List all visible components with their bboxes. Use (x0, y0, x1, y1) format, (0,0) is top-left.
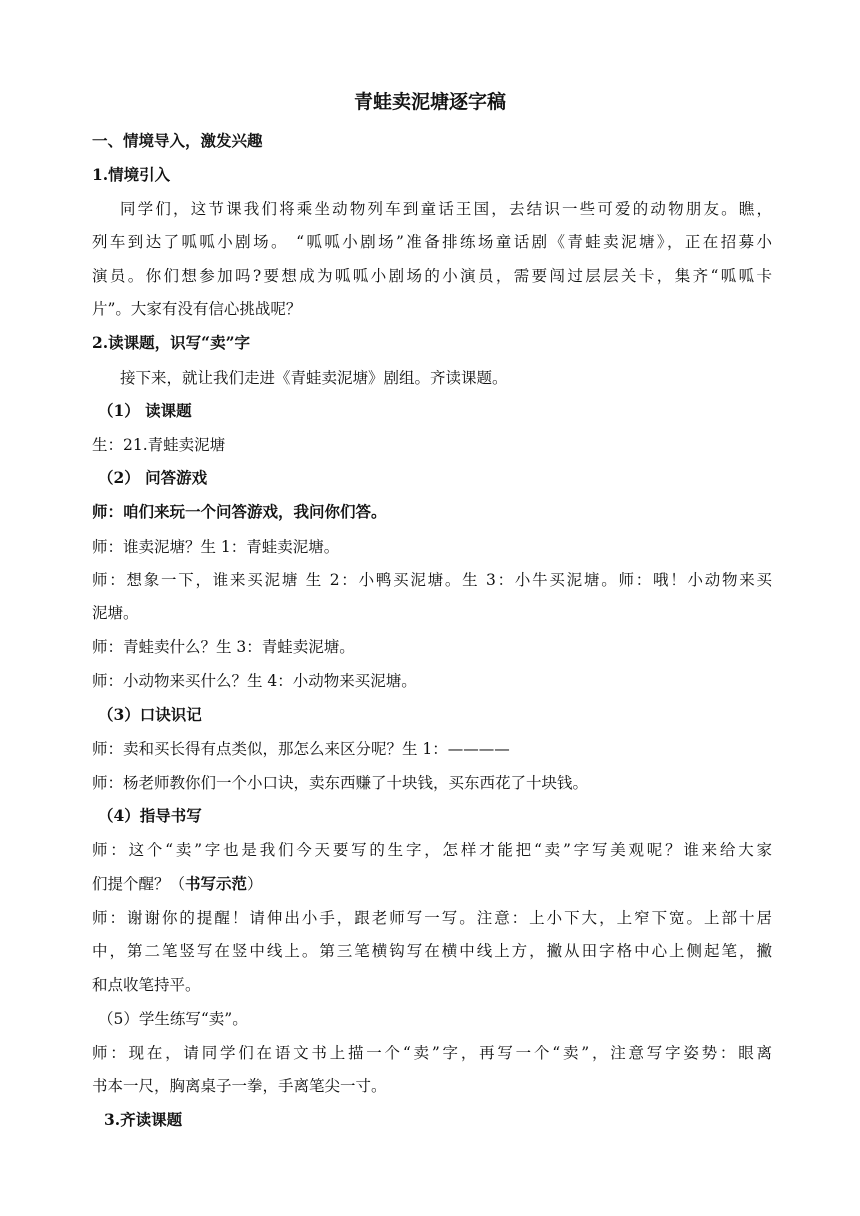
dialogue-line: 中，第二笔竖写在竖中线上。第三笔横钩写在横中线上方，撇从田字格中心上侧起笔，撇 (92, 942, 772, 960)
paragraph-line: 片”。大家有没有信心挑战呢？ (92, 300, 302, 318)
dialogue-line: 师：谢谢你的提醒！请伸出小手，跟老师写一写。注意：上小下大，上窄下宽。上部十居 (92, 909, 772, 927)
dialogue-line: 师：咱们来玩一个问答游戏，我问你们答。 (92, 502, 387, 521)
step-heading: （3）口诀识记 (98, 705, 202, 724)
step-heading: （1） 读课题 (98, 401, 192, 420)
document-title: 青蛙卖泥塘逐字稿 (353, 91, 506, 113)
subsection-heading: 2.读课题，识写“卖”字 (92, 333, 251, 352)
dialogue-line: 师：小动物来买什么？生 4：小动物来买泥塘。 (92, 672, 417, 690)
dialogue-line: 师：这个“卖”字也是我们今天要写的生字，怎样才能把“卖”字写美观呢？谁来给大家 (92, 841, 772, 859)
section-heading: 一、情境导入，激发兴趣 (92, 131, 263, 150)
subsection-heading: 1.情境引入 (92, 165, 171, 184)
dialogue-line: 书本一尺，胸离桌子一拳，手离笔尖一寸。 (92, 1077, 387, 1095)
paragraph-line: 列车到达了呱呱小剧场。 “呱呱小剧场”准备排练场童话剧《青蛙卖泥塘》，正在招募小 (92, 233, 772, 251)
step-heading: （4）指导书写 (98, 806, 202, 825)
dialogue-line: 师：杨老师教你们一个小口诀，卖东西赚了十块钱，买东西花了十块钱。 (92, 774, 589, 792)
dialogue-text: ） (247, 875, 263, 893)
dialogue-line: 师：谁卖泥塘？生 1：青蛙卖泥塘。 (92, 538, 340, 556)
step-heading: （2） 问答游戏 (98, 468, 208, 487)
writing-demo-note: 书写示范 (185, 874, 248, 893)
dialogue-line: 师：卖和买长得有点类似，那怎么来区分呢？生 1：———— (92, 740, 510, 758)
dialogue-line: 师：想象一下，谁来买泥塘 生 2：小鸭买泥塘。生 3：小牛买泥塘。师：哦！小动物来买 (92, 571, 772, 589)
dialogue-line: 师：现在，请同学们在语文书上描一个“卖”字，再写一个“卖”，注意写字姿势：眼离 (92, 1044, 772, 1062)
step-heading: （5）学生练写“卖”。 (98, 1010, 248, 1028)
subsection-heading: 3.齐读课题 (104, 1110, 183, 1129)
dialogue-line: 泥塘。 (92, 604, 139, 622)
paragraph-line: 演员。你们想参加吗?要想成为呱呱小剧场的小演员，需要闯过层层关卡，集齐“呱呱卡 (92, 267, 772, 285)
dialogue-line (92, 874, 772, 894)
dialogue-line: 师：青蛙卖什么？生 3：青蛙卖泥塘。 (92, 638, 355, 656)
paragraph-line: 同学们，这节课我们将乘坐动物列车到童话王国，去结识一些可爱的动物朋友。瞧， (120, 200, 772, 218)
dialogue-line: 和点收笔持平。 (92, 976, 201, 994)
paragraph-line: 接下来，就让我们走进《青蛙卖泥塘》剧组。齐读课题。 (120, 369, 508, 387)
dialogue-text: 们提个醒？（ (92, 875, 186, 893)
dialogue-line: 生：21.青蛙卖泥塘 (92, 436, 226, 454)
